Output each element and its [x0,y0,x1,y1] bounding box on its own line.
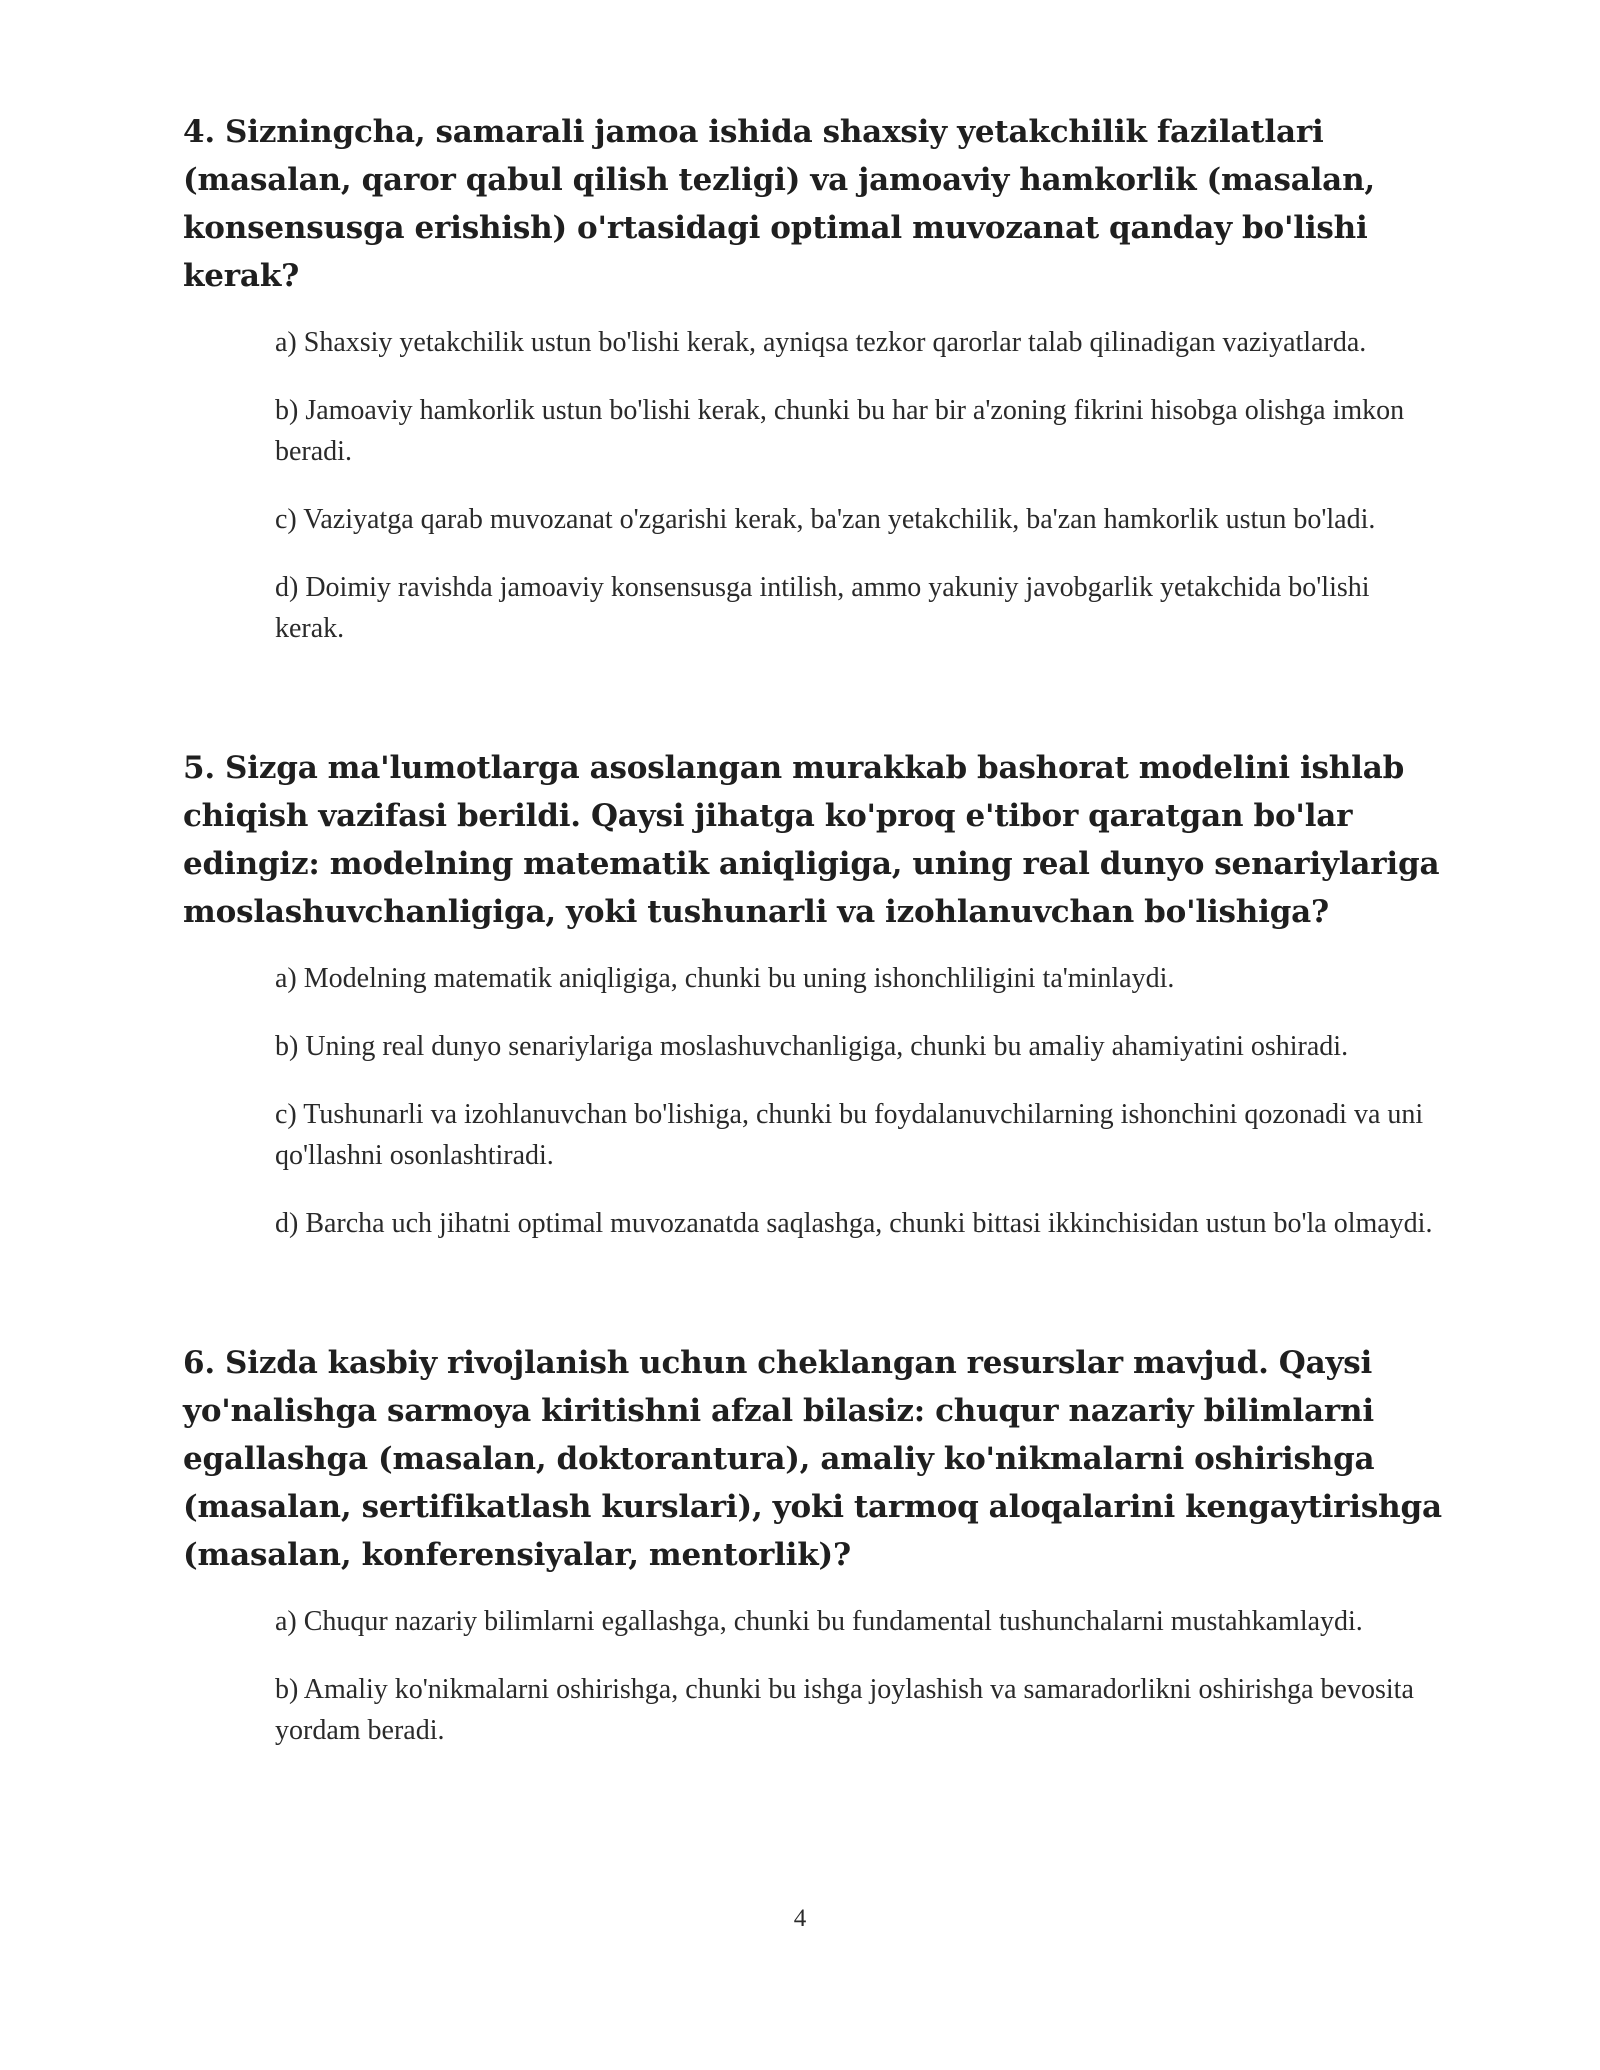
question-6 [183,1339,1445,1751]
question-text: 5. Sizga ma'lumotlarga asoslangan murakkab bashorat modelini ishlab chiqish vazifasi berildi. Qaysi jihatga ko'proq e'tibor qaratgan bo'lar edingiz: modelning matematik aniqligiga, uning real dunyo senariylariga moslashuvchanligiga, yoki tushunarli va izohlanuvchan bo'lishiga? [183,750,1440,930]
answer-option-c: c) Vaziyatga qarab muvozanat o'zgarishi kerak, ba'zan yetakchilik, ba'zan hamkorlik ustun bo'ladi. [275,504,1376,535]
section-spacer [183,676,1445,744]
answer-option-a: a) Shaxsiy yetakchilik ustun bo'lishi kerak, ayniqsa tezkor qarorlar talab qilinadigan vaziyatlarda. [275,327,1367,358]
page-number: 4 [793,1905,807,1932]
question-text: 4. Sizningcha, samarali jamoa ishida shaxsiy yetakchilik fazilatlari (masalan, qaror qabul qilish tezligi) va jamoaviy hamkorlik (masalan, konsensusga erishish) o'rtasidagi optimal muvozanat qanday bo'lishi kerak? [183,114,1376,294]
question-5 [183,744,1445,1244]
document-page [183,108,1445,1778]
answer-option-c: c) Tushunarli va izohlanuvchan bo'lishiga, chunki bu foydalanuvchilarning ishonchini qozonadi va uni qo'llashni osonlashtiradi. [275,1099,1424,1171]
question-4 [183,108,1445,649]
question-text: 6. Sizda kasbiy rivojlanish uchun cheklangan resurslar mavjud. Qaysi yo'nalishga sarmoya kiritishni afzal bilasiz: chuqur nazariy bilimlarni egallashga (masalan, doktorantura), amaliy ko'nikmalarni oshirishga (masalan, sertifikatlash kurslari), yoki tarmoq aloqalarini kengaytirishga (masalan, konferensiyalar, mentorlik)? [183,1345,1442,1573]
answer-option-b: b) Uning real dunyo senariylariga moslashuvchanligiga, chunki bu amaliy ahamiyatini oshiradi. [275,1031,1349,1062]
answer-option-d: d) Doimiy ravishda jamoaviy konsensusga intilish, ammo yakuniy javobgarlik yetakchida bo'lishi kerak. [275,572,1370,644]
section-spacer [183,1271,1445,1339]
answer-option-d: d) Barcha uch jihatni optimal muvozanatda saqlashga, chunki bittasi ikkinchisidan ustun bo'la olmaydi. [275,1208,1433,1239]
answer-list [275,958,1445,1244]
answer-list [275,1601,1445,1751]
answer-option-b: b) Amaliy ko'nikmalarni oshirishga, chunki bu ishga joylashish va samaradorlikni oshirishga bevosita yordam beradi. [275,1674,1414,1746]
answer-option-b: b) Jamoaviy hamkorlik ustun bo'lishi kerak, chunki bu har bir a'zoning fikrini hisobga olishga imkon beradi. [275,395,1405,467]
answer-option-a: a) Modelning matematik aniqligiga, chunki bu uning ishonchliligini ta'minlaydi. [275,963,1175,994]
answer-option-a: a) Chuqur nazariy bilimlarni egallashga, chunki bu fundamental tushunchalarni mustahkamlaydi. [275,1606,1363,1637]
answer-list [275,322,1445,649]
